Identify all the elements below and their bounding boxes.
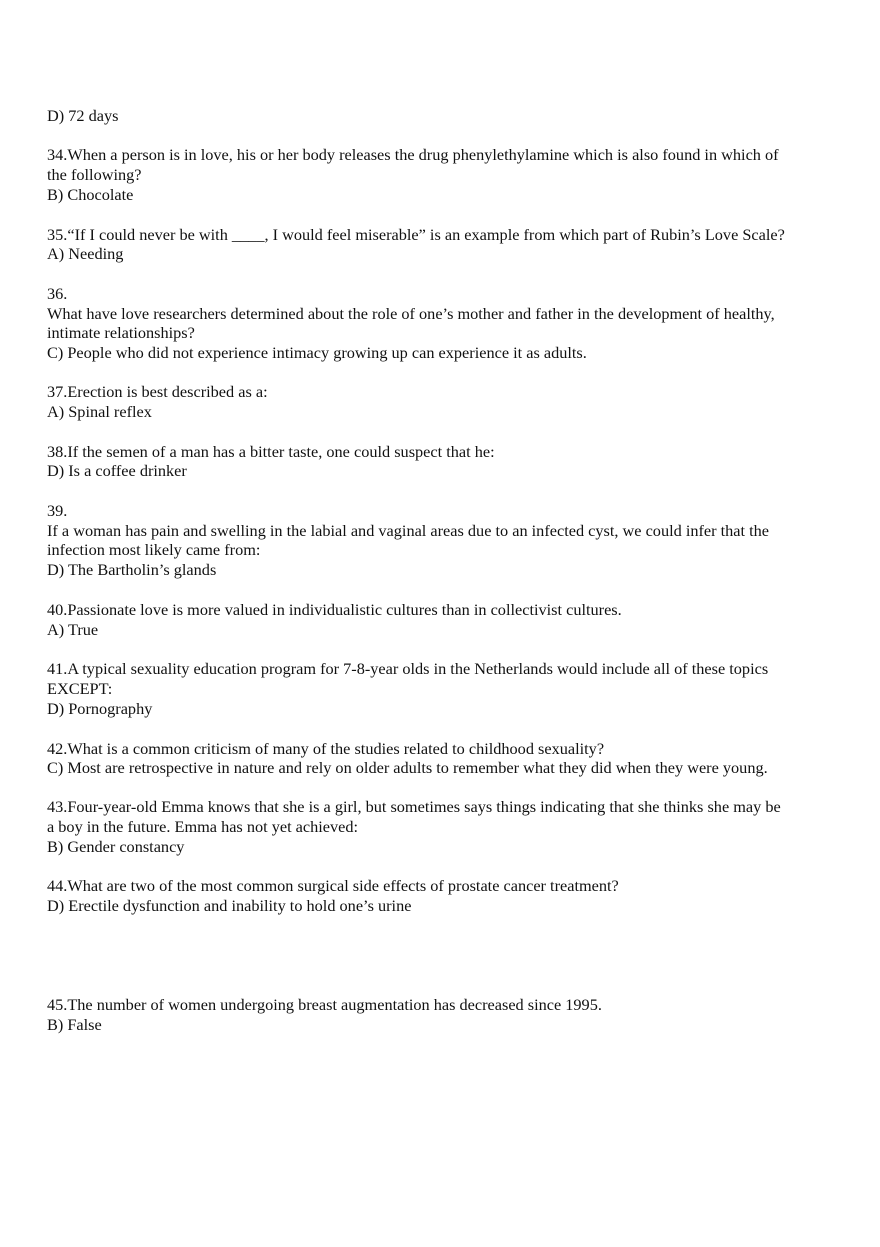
answer-44: D) Erectile dysfunction and inability to hold one’s urine	[47, 896, 412, 915]
question-38: 38.If the semen of a man has a bitter taste, one could suspect that he:	[47, 442, 495, 461]
answer-37: A) Spinal reflex	[47, 402, 152, 421]
question-34-line-1: 34.When a person is in love, his or her body releases the drug phenylethylamine which is also found in which of	[47, 145, 779, 164]
answer-43: B) Gender constancy	[47, 837, 185, 856]
question-36-number: 36.	[47, 284, 68, 303]
question-36-line-2: intimate relationships?	[47, 323, 195, 342]
question-36-line-1: What have love researchers determined about the role of one’s mother and father in the development of healthy,	[47, 304, 775, 323]
question-41-line-1: 41.A typical sexuality education program for 7-8-year olds in the Netherlands would include all of these topics	[47, 659, 769, 678]
answer-36: C) People who did not experience intimacy growing up can experience it as adults.	[47, 343, 587, 362]
question-45: 45.The number of women undergoing breast augmentation has decreased since 1995.	[47, 995, 602, 1014]
question-39-line-2: infection most likely came from:	[47, 540, 261, 559]
question-40: 40.Passionate love is more valued in individualistic cultures than in collectivist cultures.	[47, 600, 622, 619]
question-44: 44.What are two of the most common surgical side effects of prostate cancer treatment?	[47, 876, 619, 895]
answer-42: C) Most are retrospective in nature and rely on older adults to remember what they did when they were young.	[47, 758, 768, 777]
answer-33: D) 72 days	[47, 106, 119, 125]
question-34-line-2: the following?	[47, 165, 142, 184]
question-37: 37.Erection is best described as a:	[47, 382, 268, 401]
question-42: 42.What is a common criticism of many of the studies related to childhood sexuality?	[47, 739, 605, 758]
answer-40: A) True	[47, 620, 99, 639]
answer-41: D) Pornography	[47, 699, 153, 718]
answer-38: D) Is a coffee drinker	[47, 461, 187, 480]
question-43-line-1: 43.Four-year-old Emma knows that she is a girl, but sometimes says things indicating that she thinks she may be	[47, 797, 781, 816]
question-41-line-2: EXCEPT:	[47, 679, 113, 698]
question-39-line-1: If a woman has pain and swelling in the labial and vaginal areas due to an infected cyst, we could infer that the	[47, 521, 770, 540]
answer-39: D) The Bartholin’s glands	[47, 560, 217, 579]
question-43-line-2: a boy in the future. Emma has not yet achieved:	[47, 817, 359, 836]
question-35: 35.“If I could never be with ____, I would feel miserable” is an example from which part of Rubin’s Love Scale?	[47, 225, 785, 244]
question-39-number: 39.	[47, 501, 68, 520]
answer-34: B) Chocolate	[47, 185, 134, 204]
answer-45: B) False	[47, 1015, 102, 1034]
answer-35: A) Needing	[47, 244, 124, 263]
